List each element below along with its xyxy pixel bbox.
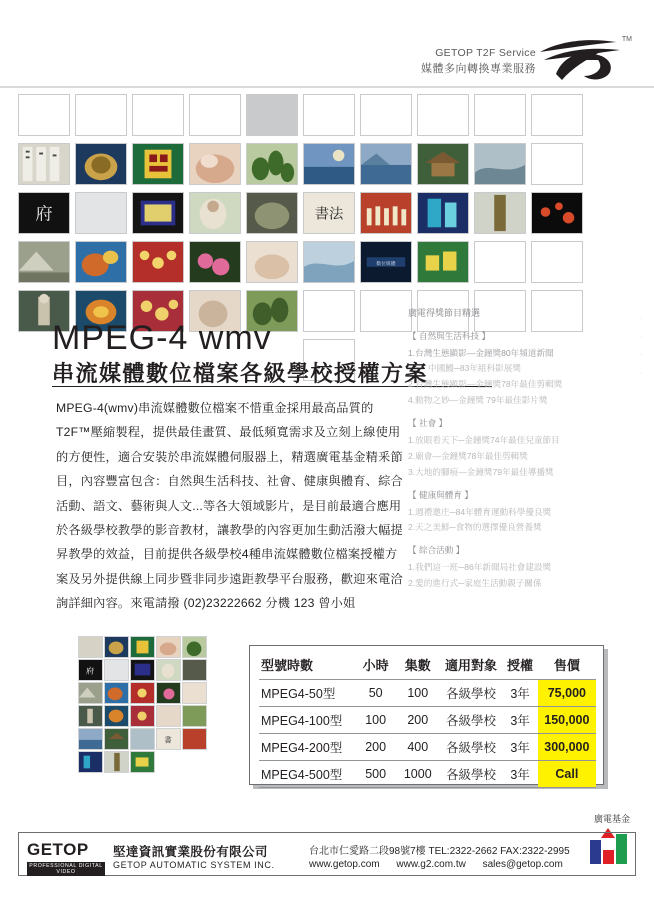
mini-thumb [78, 659, 103, 681]
email-link[interactable]: sales@getop.com [482, 859, 563, 870]
mini-thumb [130, 659, 155, 681]
mini-thumb [156, 705, 181, 727]
thumb-cell [474, 94, 526, 136]
table-row [259, 680, 596, 707]
cell-model: MPEG4-500型 [259, 761, 355, 788]
page-header [0, 0, 654, 88]
table-header-row [259, 653, 596, 680]
thumb-cell [75, 94, 127, 136]
thumb-cell [531, 94, 583, 136]
thumb-cell [132, 241, 184, 283]
award-item: 中國鰻─83年組科影展獎 [428, 363, 521, 374]
thumb-cell [531, 241, 583, 283]
cell-model: MPEG4-100型 [259, 707, 355, 734]
col-header-price: 售價 [553, 658, 580, 673]
thumb-cell [360, 241, 412, 283]
cell-hours: 500 [355, 761, 396, 788]
mini-thumbnail-grid [78, 636, 210, 778]
svg-text:府: 府 [35, 204, 53, 224]
mini-thumb [104, 705, 129, 727]
body-copy [56, 396, 408, 616]
mini-thumb [130, 751, 155, 773]
page-subtitle: 串流媒體數位檔案各級學校授權方案 [52, 361, 429, 387]
thumb-cell [18, 94, 70, 136]
thumb-cell [246, 94, 298, 136]
cell-episodes: 400 [396, 734, 439, 761]
website-link-1[interactable]: www.getop.com [309, 859, 380, 870]
mini-thumb [104, 751, 129, 773]
thumb-cell [360, 94, 412, 136]
mini-thumb [104, 636, 129, 658]
mini-thumb [104, 728, 129, 750]
thumb-cell [75, 241, 127, 283]
thumb-cell [303, 241, 355, 283]
award-item: 1.我們這一班─86年新聞局社會建設獎 [408, 562, 552, 573]
mini-thumb [104, 659, 129, 681]
cell-price: 75,000 [538, 680, 596, 707]
cell-license: 3年 [502, 707, 537, 734]
price-table [249, 645, 604, 785]
cell-license: 3年 [502, 761, 537, 788]
trademark-symbol: TM [621, 36, 632, 43]
mini-thumb [182, 728, 207, 750]
cell-target: 各級學校 [440, 680, 503, 707]
cell-hours: 50 [355, 680, 396, 707]
thumb-cell [417, 94, 469, 136]
thumb-cell [417, 143, 469, 185]
cell-price: 300,000 [538, 734, 596, 761]
award-item: 1.放眼看天下─金鐘獎74年最佳兒童節目 [408, 434, 560, 445]
cell-hours: 200 [355, 734, 396, 761]
thumb-cell [132, 94, 184, 136]
thumb-cell [417, 192, 469, 234]
edge-mark: · [640, 315, 643, 322]
mini-thumb [78, 751, 103, 773]
cell-target: 各級學校 [440, 734, 503, 761]
mini-thumb [78, 705, 103, 727]
col-header-license: 授權 [507, 658, 534, 673]
mini-thumb [182, 659, 207, 681]
mini-thumb [78, 728, 103, 750]
thumb-cell [18, 143, 70, 185]
website-link-2[interactable]: www.g2.com.tw [396, 859, 466, 870]
cell-episodes: 200 [396, 707, 439, 734]
gbf-label: 廣電基金 [593, 814, 630, 824]
award-section-heading: 【 社會 】 [408, 418, 448, 429]
thumb-cell [474, 241, 526, 283]
cell-model: MPEG4-50型 [259, 680, 355, 707]
svg-text:書法: 書法 [314, 206, 344, 223]
table-row [259, 707, 596, 734]
mini-thumb [130, 682, 155, 704]
mini-thumb [104, 682, 129, 704]
thumb-cell [246, 241, 298, 283]
award-section-heading: 【 自然與生活科技 】 [408, 330, 491, 341]
thumb-cell [303, 143, 355, 185]
thumb-cell [189, 143, 241, 185]
award-section-heading: 【 綜合活動 】 [408, 545, 465, 556]
thumbnail-grid [18, 94, 590, 310]
edge-mark: · [640, 333, 643, 341]
page-title: MPEG-4 wmv [52, 319, 272, 357]
award-list-title: 廣電得獎節目精選 [408, 308, 481, 318]
award-item: 2.天之美鮮─食物的選擇優良營養獎 [408, 522, 542, 533]
mini-thumb [156, 636, 181, 658]
mini-thumb [130, 705, 155, 727]
cell-price: 150,000 [538, 707, 596, 734]
award-item: 4.動物之妙—金鐘獎 79年最佳影片獎 [408, 395, 548, 406]
mini-thumb [156, 728, 181, 750]
body-paragraph: MPEG-4(wmv)串流媒體數位檔案不惜重金採用最高品質的T2F™壓縮製程，提供最佳畫質、最低頻寬需求及立刻上線使用的方便性，適合安裝於串流媒體伺服器上，精選廣電基金精釆節目，內容豐富包含：自然與生活科技、社會、健康與體育、綜合活動、語文、藝術與人文...等各大領域影片，是目前最適合應用於各級學校教學的影音教材，讓教學的內容更加生動活潑大幅提昇教學的效益，目前提供各級學校4種串流媒體數位檔案授權方案及另外提供線上同步暨非同步遠距教學平台服務，歡迎來電洽詢詳細內容。來電請撥 (02)23222662 分機 123 曾小姐 [56, 401, 403, 611]
edge-registration-marks [640, 310, 646, 650]
thumb-cell [132, 192, 184, 234]
thumb-cell [75, 192, 127, 234]
thumb-cell [246, 143, 298, 185]
award-item: 1.週禮邀庄─84年體育運動科學優良獎 [408, 506, 552, 517]
thumb-cell [531, 143, 583, 185]
table-row [259, 761, 596, 788]
company-contact-links [309, 859, 577, 870]
company-address: 台北市仁愛路二段98號7樓 TEL:2322-2662 FAX:2322-2995 [309, 846, 570, 857]
thumb-cell [132, 143, 184, 185]
award-section-heading: 【 健康與體育 】 [408, 489, 473, 500]
thumb-cell [531, 192, 583, 234]
thumb-cell [75, 143, 127, 185]
header-service-en: GETOP T2F Service [435, 47, 536, 59]
col-header-episodes: 集數 [404, 658, 431, 673]
col-header-target: 適用對象 [444, 658, 497, 673]
mini-thumb [182, 705, 207, 727]
mini-thumb [130, 636, 155, 658]
thumb-cell [189, 241, 241, 283]
company-name-cn: 堅達資訊實業股份有限公司 [113, 845, 268, 859]
mini-thumb [182, 636, 207, 658]
cell-license: 3年 [502, 734, 537, 761]
cell-episodes: 100 [396, 680, 439, 707]
mini-thumb [78, 636, 103, 658]
cell-license: 3年 [502, 680, 537, 707]
thumb-cell [474, 192, 526, 234]
thumb-cell [303, 94, 355, 136]
price-table-grid [259, 653, 596, 788]
header-service-text [421, 46, 536, 77]
t2f-logo [538, 36, 630, 82]
getop-logo [27, 840, 105, 876]
thumb-cell [189, 192, 241, 234]
thumb-cell [189, 94, 241, 136]
edge-mark: · [640, 351, 643, 359]
getop-wordmark: GETOP [27, 840, 89, 859]
award-item: 2.愛的進行式─家庭生活動親子關係 [408, 578, 542, 589]
t2f-logo-svg [538, 36, 630, 82]
col-header-model: 型號時數 [261, 658, 314, 673]
col-header-hours: 小時 [362, 658, 389, 673]
cell-hours: 100 [355, 707, 396, 734]
thumb-cell [360, 192, 412, 234]
thumb-cell [360, 143, 412, 185]
mini-thumb [182, 682, 207, 704]
company-name-en: GETOP AUTOMATIC SYSTEM INC. [113, 860, 275, 870]
mini-thumb [156, 682, 181, 704]
svg-text:府: 府 [85, 666, 95, 676]
cell-model: MPEG4-200型 [259, 734, 355, 761]
getop-tagline: PROFESSIONAL DIGITAL VIDEO [27, 862, 105, 876]
mini-thumb [130, 728, 155, 750]
cell-episodes: 1000 [396, 761, 439, 788]
thumb-cell [474, 143, 526, 185]
svg-text:數位媒體: 數位媒體 [376, 261, 396, 267]
award-item: 2.廟會—金鐘獎78年最佳剪輯獎 [408, 450, 528, 461]
award-program-list [408, 305, 638, 592]
thumb-cell [417, 241, 469, 283]
cell-target: 各級學校 [440, 707, 503, 734]
award-item: 1.台灣生態顯影—金鐘獎80年頻道新聞 [408, 347, 554, 358]
award-item: 3.大地的腳痕—金鐘獎79年最佳導播獎 [408, 466, 554, 477]
thumb-cell [18, 192, 70, 234]
mini-thumb [156, 659, 181, 681]
page-footer [18, 832, 636, 876]
mini-thumb [78, 682, 103, 704]
thumb-cell [246, 192, 298, 234]
thumb-cell [18, 241, 70, 283]
thumb-cell [303, 192, 355, 234]
cell-target: 各級學校 [440, 761, 503, 788]
svg-text:書: 書 [164, 735, 172, 745]
edge-mark: · [640, 369, 643, 377]
award-item: 2.台灣生態顯影—金鐘獎78年最佳剪輯獎 [408, 379, 563, 390]
cell-price: Call [538, 761, 596, 788]
table-row [259, 734, 596, 761]
header-divider [0, 86, 654, 88]
header-service-cn: 媒體多向轉換專業服務 [421, 63, 536, 76]
